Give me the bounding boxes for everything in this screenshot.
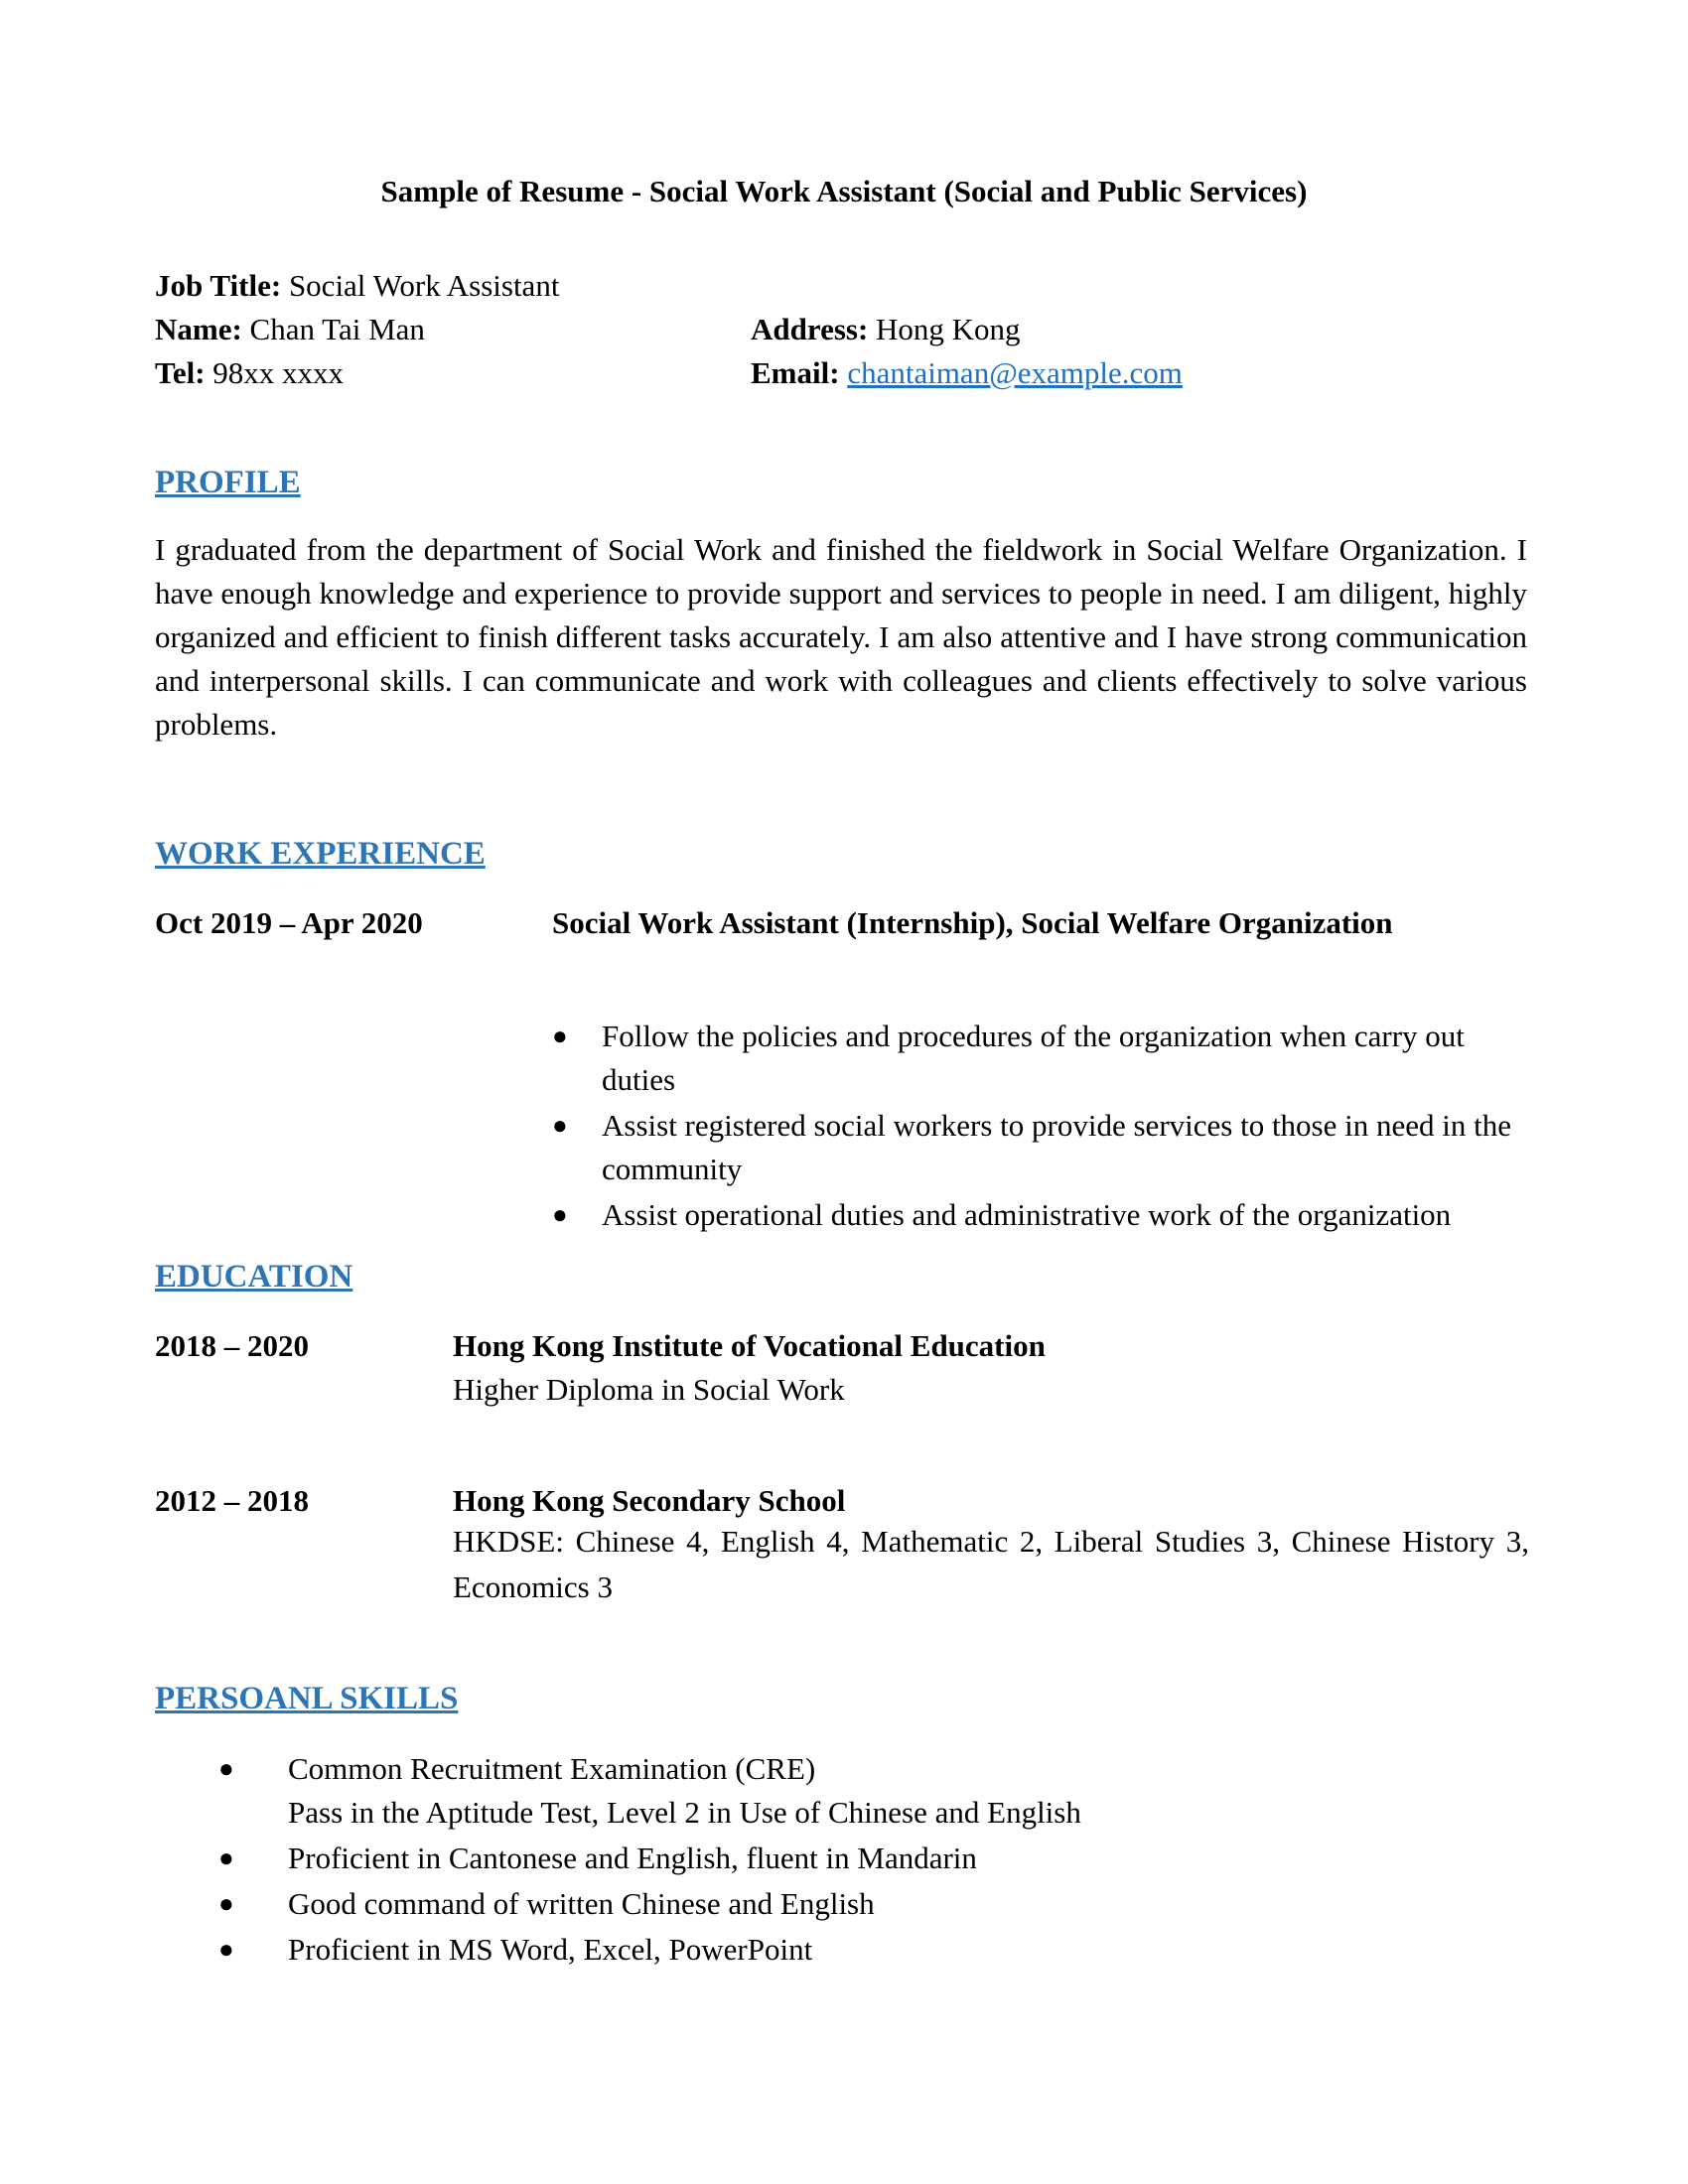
- profile-heading: PROFILE: [155, 465, 301, 500]
- work-role: Social Work Assistant (Internship), Social Welfare Organization: [552, 905, 1393, 940]
- work-period: Oct 2019 – Apr 2020: [155, 905, 423, 940]
- email-row: [751, 355, 1183, 391]
- duty-item: ● Assist operational duties and administrative work of the organization: [552, 1193, 1535, 1237]
- education-heading: EDUCATION: [155, 1259, 353, 1295]
- job-title-label: Job Title:: [155, 268, 282, 303]
- duty-item: ● Assist registered social workers to provide services to those in need in the community: [552, 1104, 1535, 1191]
- address-row: [751, 312, 1021, 347]
- education-period: 2012 – 2018: [155, 1483, 309, 1518]
- work-experience-heading: WORK EXPERIENCE: [155, 836, 486, 872]
- skill-item: ● Good command of written Chinese and English: [218, 1882, 1509, 1926]
- work-duties-list: [552, 1015, 1535, 1237]
- bullet-icon: ●: [218, 1843, 234, 1872]
- tel-label: Tel:: [155, 355, 206, 390]
- education-school: Hong Kong Secondary School: [453, 1483, 846, 1518]
- education-period: 2018 – 2020: [155, 1328, 309, 1363]
- bullet-icon: ●: [552, 1111, 568, 1140]
- bullet-icon: ●: [218, 1754, 234, 1783]
- job-title-value: Social Work Assistant: [288, 268, 560, 303]
- document-title: Sample of Resume - Social Work Assistant (Social and Public Services): [380, 174, 1308, 208]
- bullet-icon: ●: [218, 1935, 234, 1964]
- name-row: [155, 312, 425, 347]
- name-label: Name:: [155, 312, 242, 346]
- skill-item: ● Proficient in Cantonese and English, fluent in Mandarin: [218, 1837, 1509, 1880]
- address-label: Address:: [751, 312, 869, 346]
- skills-list: [218, 1747, 1509, 1972]
- bullet-icon: ●: [218, 1889, 234, 1918]
- duty-item: ● Follow the policies and procedures of the organization when carry out duties: [552, 1015, 1535, 1102]
- tel-value: 98xx xxxx: [212, 355, 345, 390]
- skill-item: ● Proficient in MS Word, Excel, PowerPoint: [218, 1928, 1509, 1972]
- skills-heading: PERSOANL SKILLS: [155, 1681, 459, 1716]
- address-value: Hong Kong: [876, 312, 1021, 346]
- bullet-icon: ●: [552, 1200, 568, 1229]
- name-value: Chan Tai Man: [249, 312, 425, 346]
- profile-text: I graduated from the department of Social Work and finished the fieldwork in Social Welfare Organization. I have enough knowledge and experience to provide support and services to people in need. I am diligent, highly organized and efficient to finish different tasks accurately. I am also attentive and I have strong communication and interpersonal skills. I can communicate and work with colleagues and clients effectively to solve various problems.: [155, 532, 1527, 742]
- skill-item: ● Common Recruitment Examination (CRE) Pass in the Aptitude Test, Level 2 in Use of Chinese and English: [218, 1747, 1509, 1835]
- bullet-icon: ●: [552, 1022, 568, 1050]
- education-school: Hong Kong Institute of Vocational Education: [453, 1328, 1046, 1363]
- education-detail: Higher Diploma in Social Work: [453, 1372, 845, 1407]
- email-link[interactable]: chantaiman@example.com: [847, 355, 1183, 390]
- education-detail: HKDSE: Chinese 4, English 4, Mathematic 2, Liberal Studies 3, Chinese History 3, Economics 3: [453, 1524, 1529, 1604]
- email-label: Email:: [751, 355, 840, 390]
- tel-row: [155, 355, 344, 391]
- job-title-row: [155, 268, 559, 304]
